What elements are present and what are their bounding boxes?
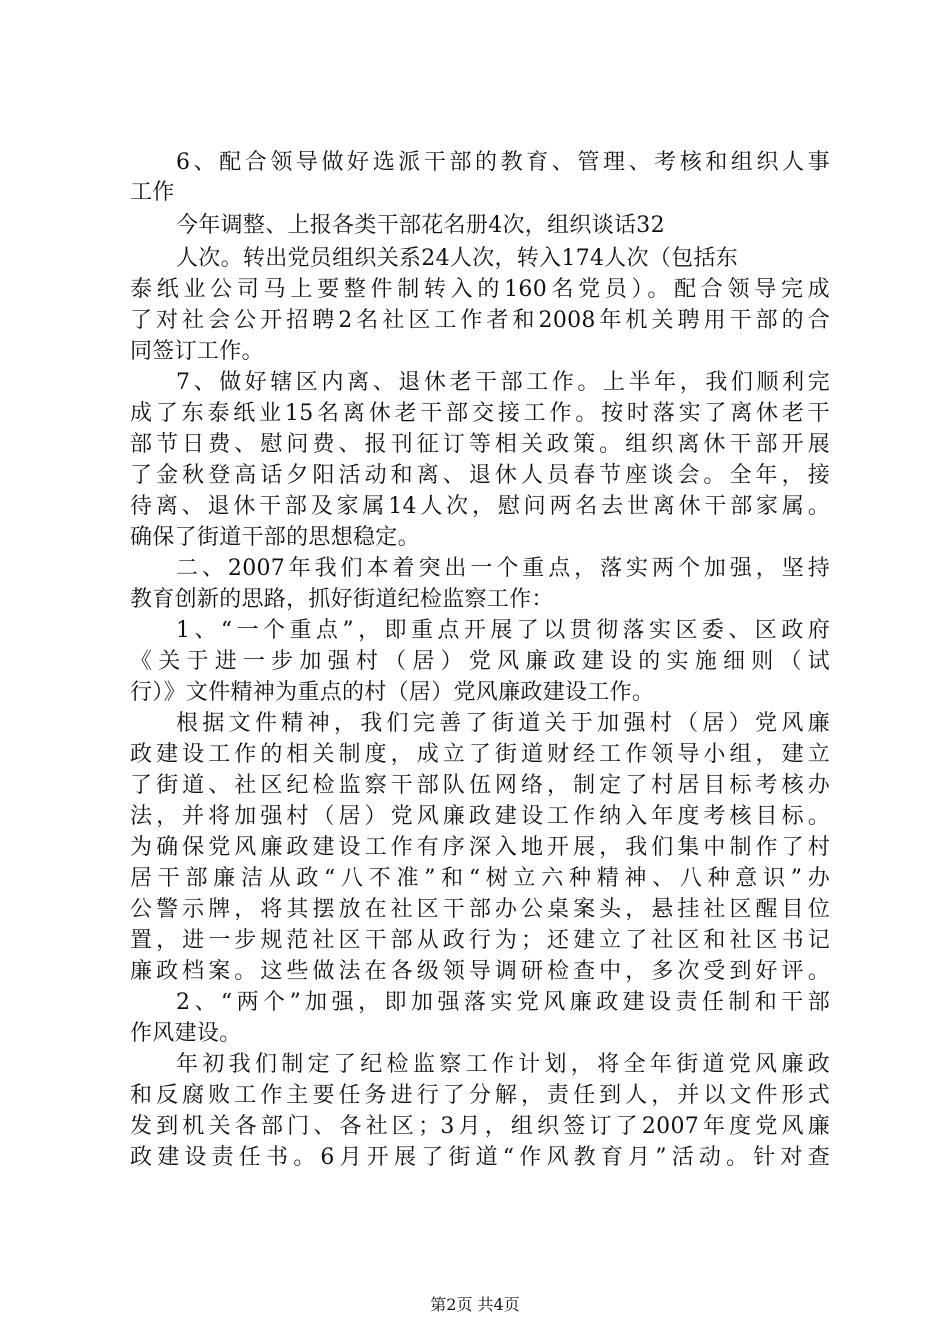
text-line: 《关于进一步加强村（居）党风廉政建设的实施细则（试 xyxy=(130,649,830,674)
text-line: 政建设工作的相关制度，成立了街道财经工作领导小组，建立 xyxy=(130,742,830,767)
text-line: 发到机关各部门、各社区；3月，组织签订了2007年度党风廉 xyxy=(130,1114,830,1139)
text-line: 年初我们制定了纪检监察工作计划，将全年街道党风廉政 xyxy=(176,1052,830,1077)
text-line: 今年调整、上报各类干部花名册4次，组织谈话32 xyxy=(176,213,665,238)
text-line: 置，进一步规范社区干部从政行为；还建立了社区和社区书记 xyxy=(130,928,830,953)
text-line: 人次。转出党员组织关系24人次，转入174人次（包括东 xyxy=(176,246,739,271)
text-line: 部节日费、慰问费、报刊征订等相关政策。组织离休干部开展 xyxy=(130,432,830,457)
text-line: 二、2007年我们本着突出一个重点，落实两个加强，坚持 xyxy=(176,556,830,581)
text-line: 行）》文件精神为重点的村（居）党风廉政建设工作。 xyxy=(130,680,655,705)
text-line: 成了东泰纸业15名离休老干部交接工作。按时落实了离休老干 xyxy=(130,401,830,426)
text-line: 廉政档案。这些做法在各级领导调研检查中，多次受到好评。 xyxy=(130,959,830,984)
text-line: 法，并将加强村（居）党风廉政建设工作纳入年度考核目标。 xyxy=(130,804,830,829)
text-line: 居干部廉洁从政“八不准”和“树立六种精神、八种意识”办 xyxy=(130,866,830,891)
text-line: 教育创新的思路，抓好街道纪检监察工作： xyxy=(130,587,554,612)
text-line: 作风建设。 xyxy=(130,1021,242,1046)
text-line: 待离、退休干部及家属14人次，慰问两名去世离休干部家属。 xyxy=(130,494,830,519)
page-number-footer: 第2页 共4页 xyxy=(430,1295,520,1314)
text-line: 了对社会公开招聘2名社区工作者和2008年机关聘用干部的合 xyxy=(130,308,830,333)
text-line: 确保了街道干部的思想稳定。 xyxy=(130,525,420,550)
text-line: 公警示牌，将其摆放在社区干部办公桌案头，悬挂社区醒目位 xyxy=(130,897,830,922)
text-line: 7、做好辖区内离、退休老干部工作。上半年，我们顺利完 xyxy=(176,370,830,395)
text-line: 了街道、社区纪检监察干部队伍网络，制定了村居目标考核办 xyxy=(130,773,830,798)
text-line: 2、“两个”加强，即加强落实党风廉政建设责任制和干部 xyxy=(176,990,830,1015)
text-line: 了金秋登高话夕阳活动和离、退休人员春节座谈会。全年，接 xyxy=(130,463,830,488)
text-line: 6、配合领导做好选派干部的教育、管理、考核和组织人事 xyxy=(176,150,830,175)
text-line: 1、“一个重点”，即重点开展了以贯彻落实区委、区政府 xyxy=(176,618,830,643)
text-line: 同签订工作。 xyxy=(130,339,264,364)
text-line: 和反腐败工作主要任务进行了分解，责任到人，并以文件形式 xyxy=(130,1083,830,1108)
text-line: 工作 xyxy=(130,180,175,205)
text-line: 为确保党风廉政建设工作有序深入地开展，我们集中制作了村 xyxy=(130,835,830,860)
text-line: 根据文件精神，我们完善了街道关于加强村（居）党风廉 xyxy=(176,711,830,736)
text-line: 政建设责任书。6月开展了街道“作风教育月”活动。针对查 xyxy=(130,1145,830,1170)
text-line: 泰纸业公司马上要整件制转入的160名党员）。配合领导完成 xyxy=(130,277,830,302)
